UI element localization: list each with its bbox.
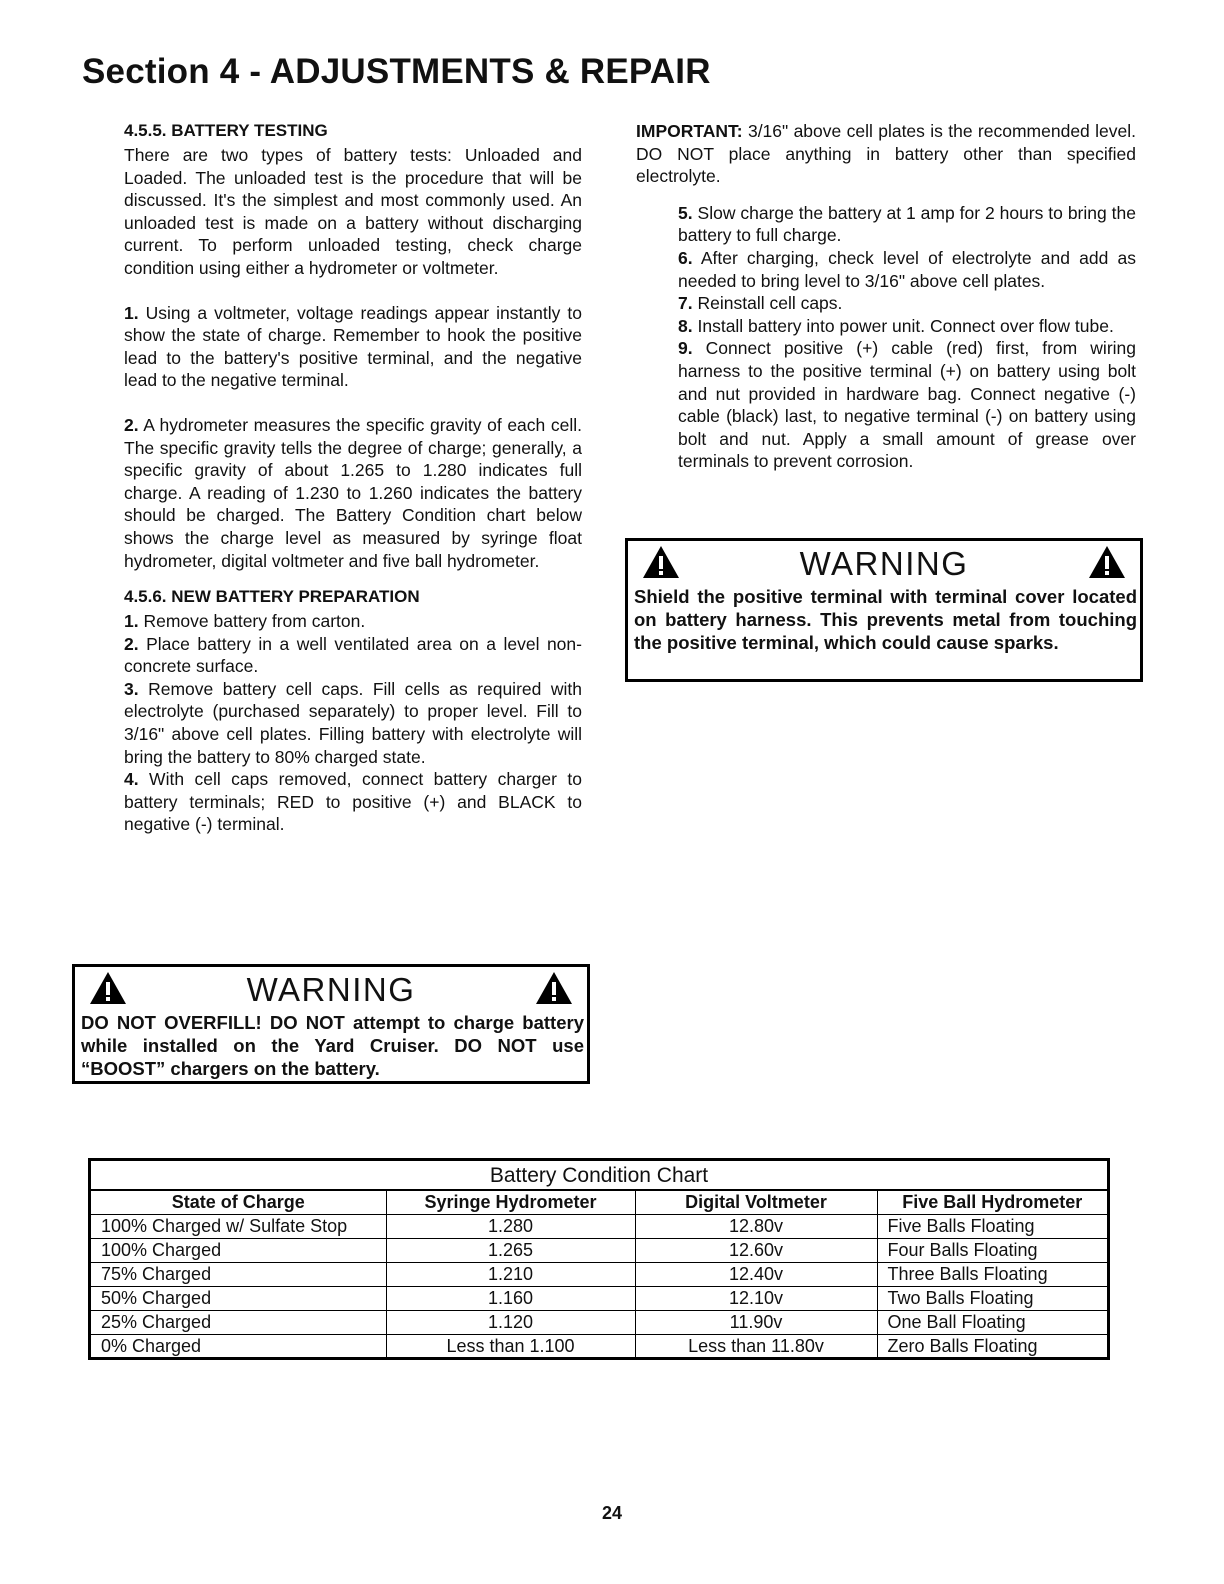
column-header: Syringe Hydrometer xyxy=(386,1190,635,1215)
important-text: 3/16" above cell plates is the recommended level. DO NOT place anything in battery other than specified electrolyte. xyxy=(636,121,1136,187)
new-battery-heading: 4.5.6. NEW BATTERY PREPARATION xyxy=(124,587,420,607)
chart-title: Battery Condition Chart xyxy=(489,1164,709,1187)
warning-header xyxy=(628,541,1140,585)
step-item xyxy=(678,247,1136,292)
prep-item xyxy=(124,633,582,678)
item-text: With cell caps removed, connect battery charger to battery terminals; RED to positive (+) and BLACK to negative (-) terminal. xyxy=(124,769,582,835)
warning-text: DO NOT OVERFILL! DO NOT attempt to charge battery while installed on the Yard Cruiser. DO NOT use “BOOST” chargers on the battery. xyxy=(81,1012,584,1079)
table-cell: Less than 11.80v xyxy=(635,1335,877,1359)
step-item xyxy=(678,337,1136,473)
warning-text: Shield the positive terminal with terminal cover located on battery harness. This prevents metal from touching the positive terminal, which could cause sparks. xyxy=(634,586,1137,653)
testing-item xyxy=(124,414,582,572)
table-cell: 25% Charged xyxy=(91,1311,386,1335)
section-title: Section 4 - ADJUSTMENTS & REPAIR xyxy=(82,52,711,91)
item-number: 4. xyxy=(124,769,139,790)
item-text: Install battery into power unit. Connect over flow tube. xyxy=(697,315,1114,336)
column-header: Digital Voltmeter xyxy=(635,1190,877,1215)
important-label: IMPORTANT: xyxy=(636,121,743,141)
table-cell: 50% Charged xyxy=(91,1287,386,1311)
item-number: 1. xyxy=(124,302,139,323)
table-cell: Four Balls Floating xyxy=(877,1239,1107,1263)
table-cell: Zero Balls Floating xyxy=(877,1335,1107,1359)
table-cell: 11.90v xyxy=(635,1311,877,1335)
item-number: 9. xyxy=(678,338,693,359)
step-item xyxy=(678,315,1136,338)
prep-item xyxy=(124,610,582,633)
table-cell: Less than 1.100 xyxy=(386,1335,635,1359)
table-cell: 12.80v xyxy=(635,1215,877,1239)
right-column xyxy=(636,120,1136,473)
column-header: Five Ball Hydrometer xyxy=(877,1190,1107,1215)
item-text: Place battery in a well ventilated area on a level non-concrete surface. xyxy=(124,633,582,677)
table-cell: 100% Charged w/ Sulfate Stop xyxy=(91,1215,386,1239)
table-cell: 1.210 xyxy=(386,1263,635,1287)
item-number: 2. xyxy=(124,633,139,654)
table-cell: 75% Charged xyxy=(91,1263,386,1287)
steps-list xyxy=(678,202,1136,473)
item-text: Remove battery from carton. xyxy=(143,611,366,632)
item-text: A hydrometer measures the specific gravity of each cell. The specific gravity tells the degree of charge; generally, a specific gravity of about 1.265 to 1.280 indicates full charge. A reading of 1.230 to 1.260 indicates the battery should be charged. The Battery Condition chart below shows the charge level as measured by syringe float hydrometer, digital voltmeter and five ball hydrometer. xyxy=(124,414,582,571)
prep-item xyxy=(124,768,582,836)
battery-testing-heading: 4.5.5. BATTERY TESTING xyxy=(124,121,328,140)
warning-triangle-icon xyxy=(535,971,573,1005)
battery-testing-intro: There are two types of battery tests: Unloaded and Loaded. The unloaded test is the procedure that will be discussed. It's the simplest and most commonly used. An unloaded test is made on a battery without discharging current. To perform unloaded testing, check charge condition using either a hydrometer or voltmeter. xyxy=(124,145,582,278)
item-text: Using a voltmeter, voltage readings appear instantly to show the state of charge. Remember to hook the positive lead to the battery's positive terminal, and the negative lead to the negative terminal. xyxy=(124,302,582,391)
table-cell: 1.160 xyxy=(386,1287,635,1311)
step-item xyxy=(678,292,1136,315)
table-row xyxy=(91,1215,1107,1239)
warning-triangle-icon xyxy=(1088,545,1126,579)
table-cell: 12.60v xyxy=(635,1239,877,1263)
table-row xyxy=(91,1335,1107,1359)
warning-title: WARNING xyxy=(799,545,969,582)
important-note xyxy=(636,120,1136,188)
battery-condition-chart xyxy=(88,1158,1110,1360)
item-number: 5. xyxy=(678,202,693,223)
item-text: Reinstall cell caps. xyxy=(697,293,843,314)
warning-title: WARNING xyxy=(246,971,416,1008)
table-header-row xyxy=(91,1190,1107,1215)
table-cell: 100% Charged xyxy=(91,1239,386,1263)
item-text: Remove battery cell caps. Fill cells as required with electrolyte (purchased separately) to proper level. Fill to 3/16" above cell plates. Filling battery with electrolyte will bring the battery to 80% charged state. xyxy=(124,678,582,767)
table-cell: Five Balls Floating xyxy=(877,1215,1107,1239)
prep-item xyxy=(124,678,582,768)
warning-header xyxy=(75,967,587,1011)
battery-condition-table xyxy=(91,1189,1107,1358)
item-number: 8. xyxy=(678,315,693,336)
column-header: State of Charge xyxy=(91,1190,386,1215)
testing-item xyxy=(124,302,582,392)
warning-box-shield-terminal xyxy=(625,538,1143,682)
item-number: 2. xyxy=(124,414,139,435)
table-cell: 1.120 xyxy=(386,1311,635,1335)
item-number: 1. xyxy=(124,611,139,632)
page-number: 24 xyxy=(601,1503,623,1523)
table-cell: Three Balls Floating xyxy=(877,1263,1107,1287)
table-cell: One Ball Floating xyxy=(877,1311,1107,1335)
left-column xyxy=(124,120,582,836)
item-number: 7. xyxy=(678,293,693,314)
item-text: After charging, check level of electrolyte and add as needed to bring level to 3/16" above cell plates. xyxy=(678,247,1136,291)
item-text: Slow charge the battery at 1 amp for 2 hours to bring the battery to full charge. xyxy=(678,202,1136,246)
table-cell: 1.265 xyxy=(386,1239,635,1263)
table-row xyxy=(91,1311,1107,1335)
table-row xyxy=(91,1287,1107,1311)
table-cell: 12.40v xyxy=(635,1263,877,1287)
item-number: 6. xyxy=(678,247,693,268)
warning-box-overfill xyxy=(72,964,590,1084)
table-cell: Two Balls Floating xyxy=(877,1287,1107,1311)
item-text: Connect positive (+) cable (red) first, from wiring harness to the positive terminal (+) on battery using bolt and nut provided in hardware bag. Connect negative (-) cable (black) last, to negative terminal (-) on battery using bolt and nut. Apply a small amount of grease over terminals to prevent corrosion. xyxy=(678,338,1136,472)
table-row xyxy=(91,1239,1107,1263)
table-row xyxy=(91,1263,1107,1287)
table-cell: 1.280 xyxy=(386,1215,635,1239)
table-cell: 0% Charged xyxy=(91,1335,386,1359)
table-cell: 12.10v xyxy=(635,1287,877,1311)
item-number: 3. xyxy=(124,678,139,699)
step-item xyxy=(678,202,1136,247)
